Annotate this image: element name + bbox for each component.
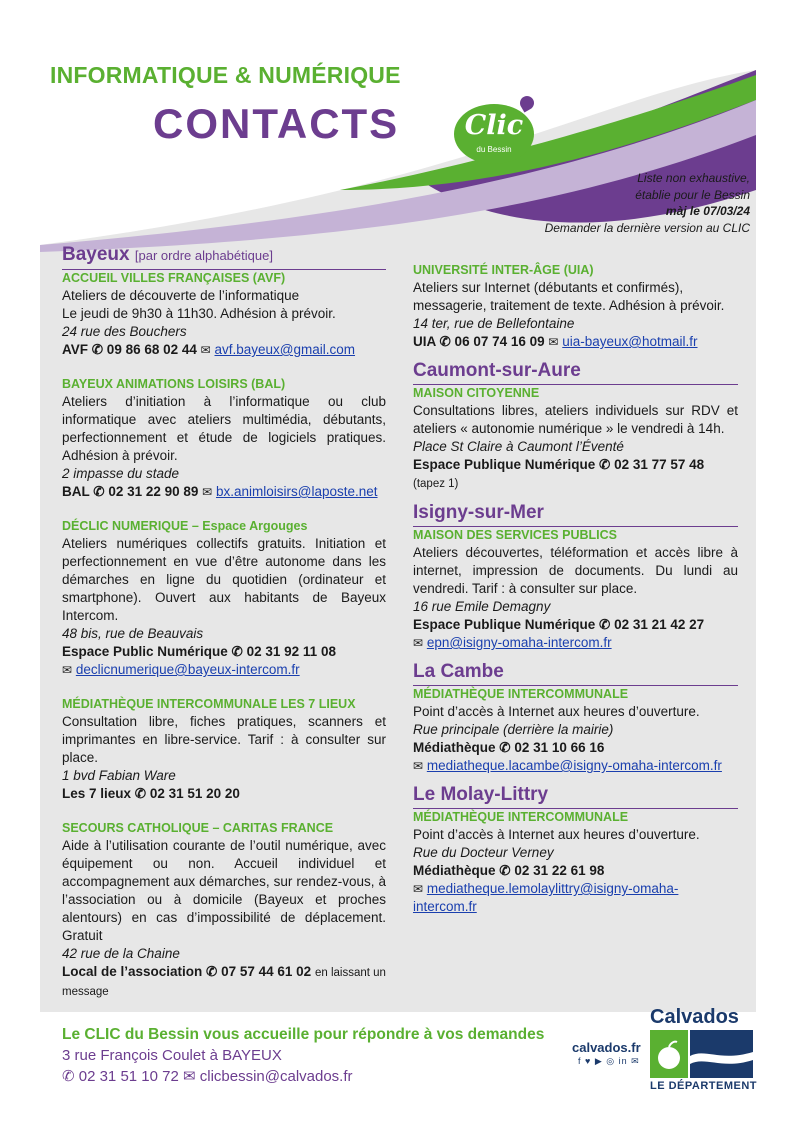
address: Place St Claire à Caumont l’Éventé — [413, 439, 624, 454]
contact-line: Les 7 lieux ✆ 02 31 51 20 20 — [62, 786, 240, 801]
mail-icon: ✉ — [413, 636, 424, 650]
address: 1 bvd Fabian Ware — [62, 768, 176, 783]
address: 2 impasse du stade — [62, 466, 180, 481]
email-link[interactable]: uia-bayeux@hotmail.fr — [562, 334, 698, 349]
address: 24 rue des Bouchers — [62, 324, 187, 339]
contact-line — [62, 661, 386, 679]
mail-icon: ✉ — [62, 663, 73, 677]
email-link[interactable]: epn@isigny-omaha-intercom.fr — [426, 635, 612, 650]
city-heading-bayeux: Bayeux [par ordre alphabétique] — [62, 243, 386, 270]
city-heading-isigny: Isigny-sur-Mer — [413, 501, 738, 527]
footer-address: 3 rue François Coulet à BAYEUX — [62, 1047, 282, 1064]
footer — [62, 1024, 544, 1087]
update-date: màj le 07/03/24 — [665, 204, 750, 218]
list-note: Liste non exhaustive, établie pour le Bessin màj le 07/03/24 Demander la dernière version au CLIC — [544, 171, 750, 235]
org-declic: DÉCLIC NUMERIQUE – Espace Argouges — [62, 519, 308, 533]
mail-icon: ✉ — [200, 343, 211, 357]
contact-line — [413, 880, 738, 916]
calvados-logo-icon — [650, 1030, 753, 1078]
footer-contact: ✆ 02 31 51 10 72 ✉ clicbessin@calvados.fr — [62, 1068, 353, 1085]
clic-logo — [454, 104, 534, 164]
address: 16 rue Emile Demagny — [413, 599, 551, 614]
contact-line: Médiathèque ✆ 02 31 22 61 98 — [413, 863, 605, 878]
org-bal: BAYEUX ANIMATIONS LOISIRS (BAL) — [62, 377, 286, 391]
calvados-logo-title: Calvados — [650, 1006, 739, 1028]
address: Rue principale (derrière la mairie) — [413, 722, 614, 737]
left-column: Bayeux [par ordre alphabétique] ACCUEIL VILLES FRANÇAISES (AVF) Ateliers de découverte de l’informatique Le jeudi de 9h30 à 11h30. Adhésion à prévoir. 24 rue des Bouchers AVF ✆ 09 86 68 02 44 ✉ avf.bayeux@gmail.com BAYEUX ANIMATIONS LOISIRS (BAL) Ateliers d’initiation à l’informatique ou club informatique avec ateliers multimédia, débutants, perfectionnement et étude de logiciels pratiques. Adhésion à prévoir. 2 impasse du stade BAL ✆ 02 31 22 90 89 ✉ bx.animloisirs@laposte.net DÉCLIC NUMERIQUE – Espace Argouges Ateliers numériques collectifs gratuits. Initiation et perfectionnement en vue d’être autonome dans les démarches en ligne du quotidien (ordinateur et smartphone). Ouvert aux habitants de Bayeux Intercom. 48 bis, rue de Beauvais Espace Public Numérique ✆ 02 31 92 11 08 ✉ declicnumerique@bayeux-intercom.fr MÉDIATHÈQUE INTERCOMMUNALE LES 7 LIEUX Consultation libre, fiches pratiques, scanners et imprimantes en libre-service. Tarif : à consulter sur place. 1 bvd Fabian Ware Les 7 lieux ✆ 02 31 51 20 20 SECOURS CATHOLIQUE – CARITAS FRANCE Aide à l’utilisation courante de l’outil numérique, avec équipement ou non. Accueil individuel et accompagnement aux démarches, sur rendez-vous, à l’association ou à domicile (Bayeux et proches alentours) en cas d’impossibilité de déplacement. Gratuit 42 rue de la Chaine Local de l’association ✆ 07 57 44 61 02 en laissant un message — [62, 243, 386, 1001]
city-heading-le-molay: Le Molay-Littry — [413, 783, 738, 809]
clic-logo-word: Clic — [464, 110, 524, 141]
address: 14 ter, rue de Bellefontaine — [413, 316, 575, 331]
email-link[interactable]: avf.bayeux@gmail.com — [214, 342, 356, 357]
footer-headline: Le CLIC du Bessin vous accueille pour répondre à vos demandes — [62, 1026, 545, 1043]
address: 42 rue de la Chaine — [62, 946, 180, 961]
contact-line: Local de l’association ✆ 07 57 44 61 02 en laissant un message — [62, 964, 386, 998]
org-mediatheque-le-molay: MÉDIATHÈQUE INTERCOMMUNALE — [413, 810, 629, 824]
page-title: CONTACTS — [153, 100, 400, 147]
org-uia: UNIVERSITÉ INTER-ÂGE (UIA) — [413, 263, 594, 277]
org-mediatheque-la-cambe: MÉDIATHÈQUE INTERCOMMUNALE — [413, 687, 629, 701]
email-link[interactable]: mediatheque.lacambe@isigny-omaha-intercom.fr — [426, 758, 722, 773]
contact-line: AVF ✆ 09 86 68 02 44 ✉ avf.bayeux@gmail.com — [62, 342, 356, 357]
org-maison-citoyenne: MAISON CITOYENNE — [413, 386, 540, 400]
org-secours-catholique: SECOURS CATHOLIQUE – CARITAS FRANCE — [62, 821, 334, 835]
city-heading-caumont: Caumont-sur-Aure — [413, 359, 738, 385]
right-column: UNIVERSITÉ INTER-ÂGE (UIA) Ateliers sur Internet (débutants et confirmés), messagerie, traitement de texte. Adhésion à prévoir. 14 ter, rue de Bellefontaine UIA ✆ 06 07 74 16 09 ✉ uia-bayeux@hotmail.fr Caumont-sur-Aure MAISON CITOYENNE Consultations libres, ateliers individuels sur RDV et ateliers « autonomie numérique » le vendredi à 14h. Place St Claire à Caumont l’Éventé Espace Publique Numérique ✆ 02 31 77 57 48 (tapez 1) Isigny-sur-Mer MAISON DES SERVICES PUBLICS Ateliers découvertes, téléformation et accès libre à internet, impression de documents. Du lundi au vendredi. Tarif : à consulter sur place. 16 rue Emile Demagny Espace Publique Numérique ✆ 02 31 21 42 27 ✉ epn@isigny-omaha-intercom.fr La Cambe MÉDIATHÈQUE INTERCOMMUNALE Point d’accès à Internet aux heures d’ouverture. Rue principale (derrière la mairie) Médiathèque ✆ 02 31 10 66 16 ✉ mediatheque.lacambe@isigny-omaha-intercom.fr Le Molay-Littry MÉDIATHÈQUE INTERCOMMUNALE Point d’accès à Internet aux heures d’ouverture. Rue du Docteur Verney Médiathèque ✆ 02 31 22 61 98 ✉ mediatheque.lemolaylittry@isigny-omaha-intercom.fr — [413, 263, 738, 914]
contact-line: Médiathèque ✆ 02 31 10 66 16 — [413, 740, 605, 755]
email-link[interactable]: bx.animloisirs@laposte.net — [216, 484, 378, 499]
email-link[interactable]: declicnumerique@bayeux-intercom.fr — [75, 662, 300, 677]
contact-line — [413, 757, 738, 775]
mail-icon: ✉ — [548, 335, 559, 349]
clic-logo-sub: du Bessin — [476, 145, 512, 154]
contact-line — [413, 634, 738, 652]
city-heading-la-cambe: La Cambe — [413, 660, 738, 686]
contact-line: UIA ✆ 06 07 74 16 09 ✉ uia-bayeux@hotmail.fr — [413, 334, 698, 349]
calvados-site: calvados.fr — [572, 1040, 641, 1055]
contact-line: Espace Publique Numérique ✆ 02 31 21 42 27 — [413, 617, 705, 632]
section-title: INFORMATIQUE & NUMÉRIQUE — [50, 62, 401, 88]
contact-line: Espace Public Numérique ✆ 02 31 92 11 08 — [62, 644, 336, 659]
org-avf: ACCUEIL VILLES FRANÇAISES (AVF) — [62, 271, 286, 285]
address: 48 bis, rue de Beauvais — [62, 626, 204, 641]
email-link[interactable]: mediatheque.lemolaylittry@isigny-omaha-intercom.fr — [413, 881, 679, 914]
org-maison-services-publics: MAISON DES SERVICES PUBLICS — [413, 528, 617, 542]
org-mediatheque-7-lieux: MÉDIATHÈQUE INTERCOMMUNALE LES 7 LIEUX — [62, 697, 356, 711]
social-icons: f ♥ ▶ ◎ in ✉ — [578, 1056, 640, 1066]
mail-icon: ✉ — [413, 759, 424, 773]
mail-icon: ✉ — [413, 882, 424, 896]
address: Rue du Docteur Verney — [413, 845, 554, 860]
calvados-logo-subtitle: LE DÉPARTEMENT — [650, 1080, 758, 1092]
contact-line: BAL ✆ 02 31 22 90 89 ✉ bx.animloisirs@laposte.net — [62, 484, 378, 499]
mail-icon: ✉ — [202, 485, 213, 499]
contact-line: Espace Publique Numérique ✆ 02 31 77 57 48 (tapez 1) — [413, 457, 705, 490]
